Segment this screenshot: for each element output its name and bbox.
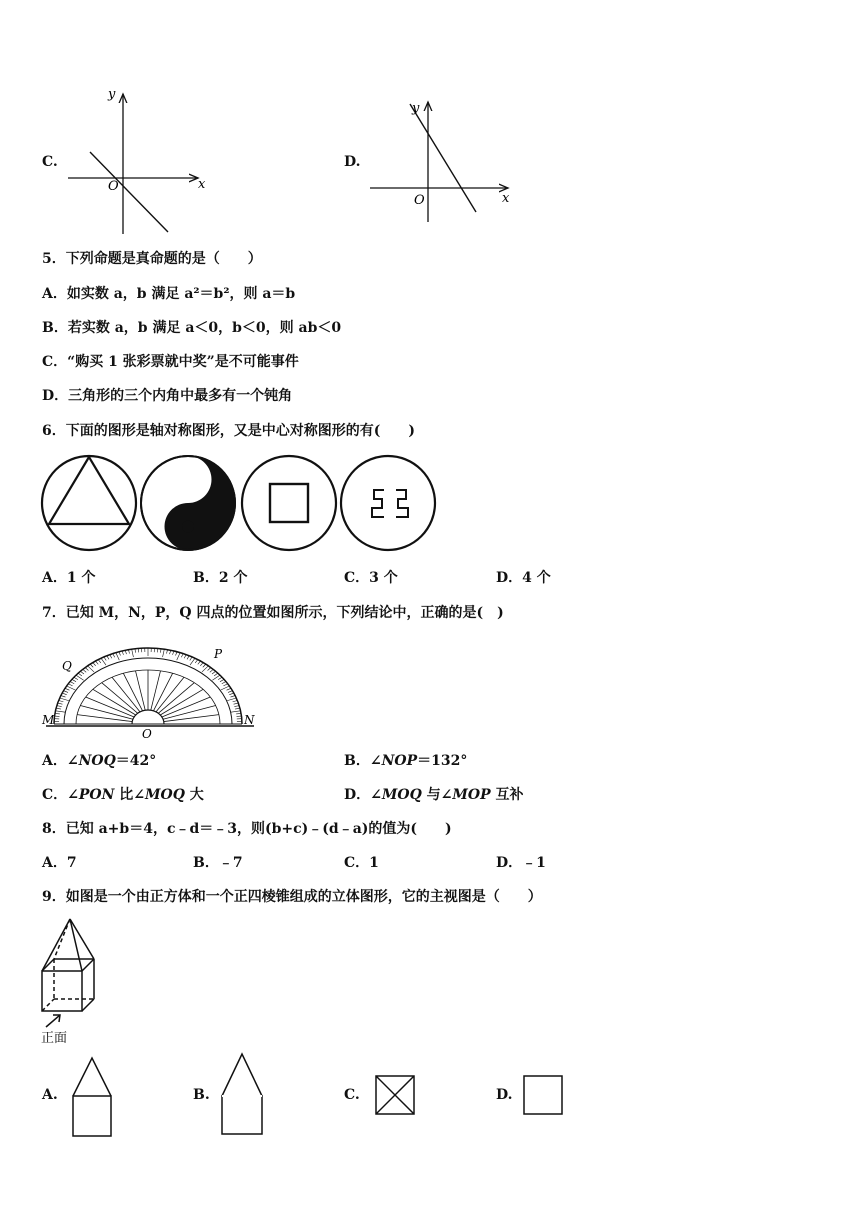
protractor-figure [40, 642, 270, 742]
q8-option-d: D．﹣1 [496, 855, 546, 871]
q8-stem: 8．已知 a+b＝4，c﹣d＝﹣3，则(b+c)﹣(d﹣a)的值为( ) [42, 821, 452, 837]
q6-stem: 6．下面的图形是轴对称图形，又是中心对称图形的有( ) [42, 423, 415, 439]
x-axis-label: x [502, 191, 510, 206]
solid-figure [38, 915, 108, 1045]
label-n: N [244, 713, 255, 727]
q9-option-c-label: C. [344, 1087, 360, 1103]
label-o: O [142, 727, 152, 741]
q6-option-a: A．1 个 [42, 570, 96, 586]
circle-bracket-figure [341, 456, 435, 550]
q5-stem: 5．下列命题是真命题的是（ ） [42, 251, 262, 267]
q5-option-a: A．如实数 a，b 满足 a²＝b²，则 a＝b [42, 286, 296, 302]
circle-triangle-figure [42, 456, 136, 550]
q5-option-b: B．若实数 a，b 满足 a＜0，b＜0，则 ab＜0 [42, 320, 342, 336]
q6-option-d: D．4 个 [496, 570, 551, 586]
q5-option-d: D．三角形的三个内角中最多有一个钝角 [42, 388, 293, 404]
q7-option-c: C．∠PON 比∠MOQ 大 [42, 787, 204, 803]
front-view-label: 正面 [41, 1031, 68, 1046]
y-axis-label: y [108, 87, 116, 102]
q8-option-a: A．7 [42, 855, 77, 871]
origin-label: O [108, 179, 119, 194]
origin-label: O [414, 193, 425, 208]
q7-stem: 7．已知 M，N，P，Q 四点的位置如图所示，下列结论中，正确的是( ) [42, 605, 504, 621]
q9-option-a-figure [68, 1052, 118, 1140]
graph-d [362, 92, 522, 227]
q8-option-c: C．1 [344, 855, 379, 871]
q9-option-d-figure [520, 1072, 568, 1120]
label-m: M [42, 713, 55, 727]
q7-option-a: A．∠NOQ＝42° [42, 753, 157, 769]
q8-option-b: B．﹣7 [193, 855, 243, 871]
graph-c [60, 84, 220, 239]
q9-stem: 9．如图是一个由正方体和一个正四棱锥组成的立体图形，它的主视图是（ ） [42, 889, 542, 905]
q7-option-b: B．∠NOP＝132° [344, 753, 468, 769]
q6-option-c: C．3 个 [344, 570, 398, 586]
label-q: Q [62, 659, 72, 673]
q9-option-a-label: A. [42, 1087, 58, 1103]
yin-yang-figure [141, 456, 235, 550]
y-axis-label: y [412, 101, 420, 116]
q9-option-c-figure [372, 1072, 420, 1120]
q6-option-b: B．2 个 [193, 570, 248, 586]
q9-option-d-label: D. [496, 1087, 513, 1103]
circle-square-figure [242, 456, 336, 550]
option-d-label: D. [344, 154, 361, 170]
q9-option-b-figure [218, 1050, 268, 1140]
q5-option-c: C．“购买 1 张彩票就中奖”是不可能事件 [42, 354, 299, 370]
option-c-label: C. [42, 154, 58, 170]
q6-figures [38, 452, 443, 554]
label-p: P [214, 647, 223, 661]
q9-option-b-label: B. [193, 1087, 210, 1103]
q7-option-d: D．∠MOQ 与∠MOP 互补 [344, 787, 524, 803]
x-axis-label: x [198, 177, 206, 192]
function-line [90, 152, 168, 232]
